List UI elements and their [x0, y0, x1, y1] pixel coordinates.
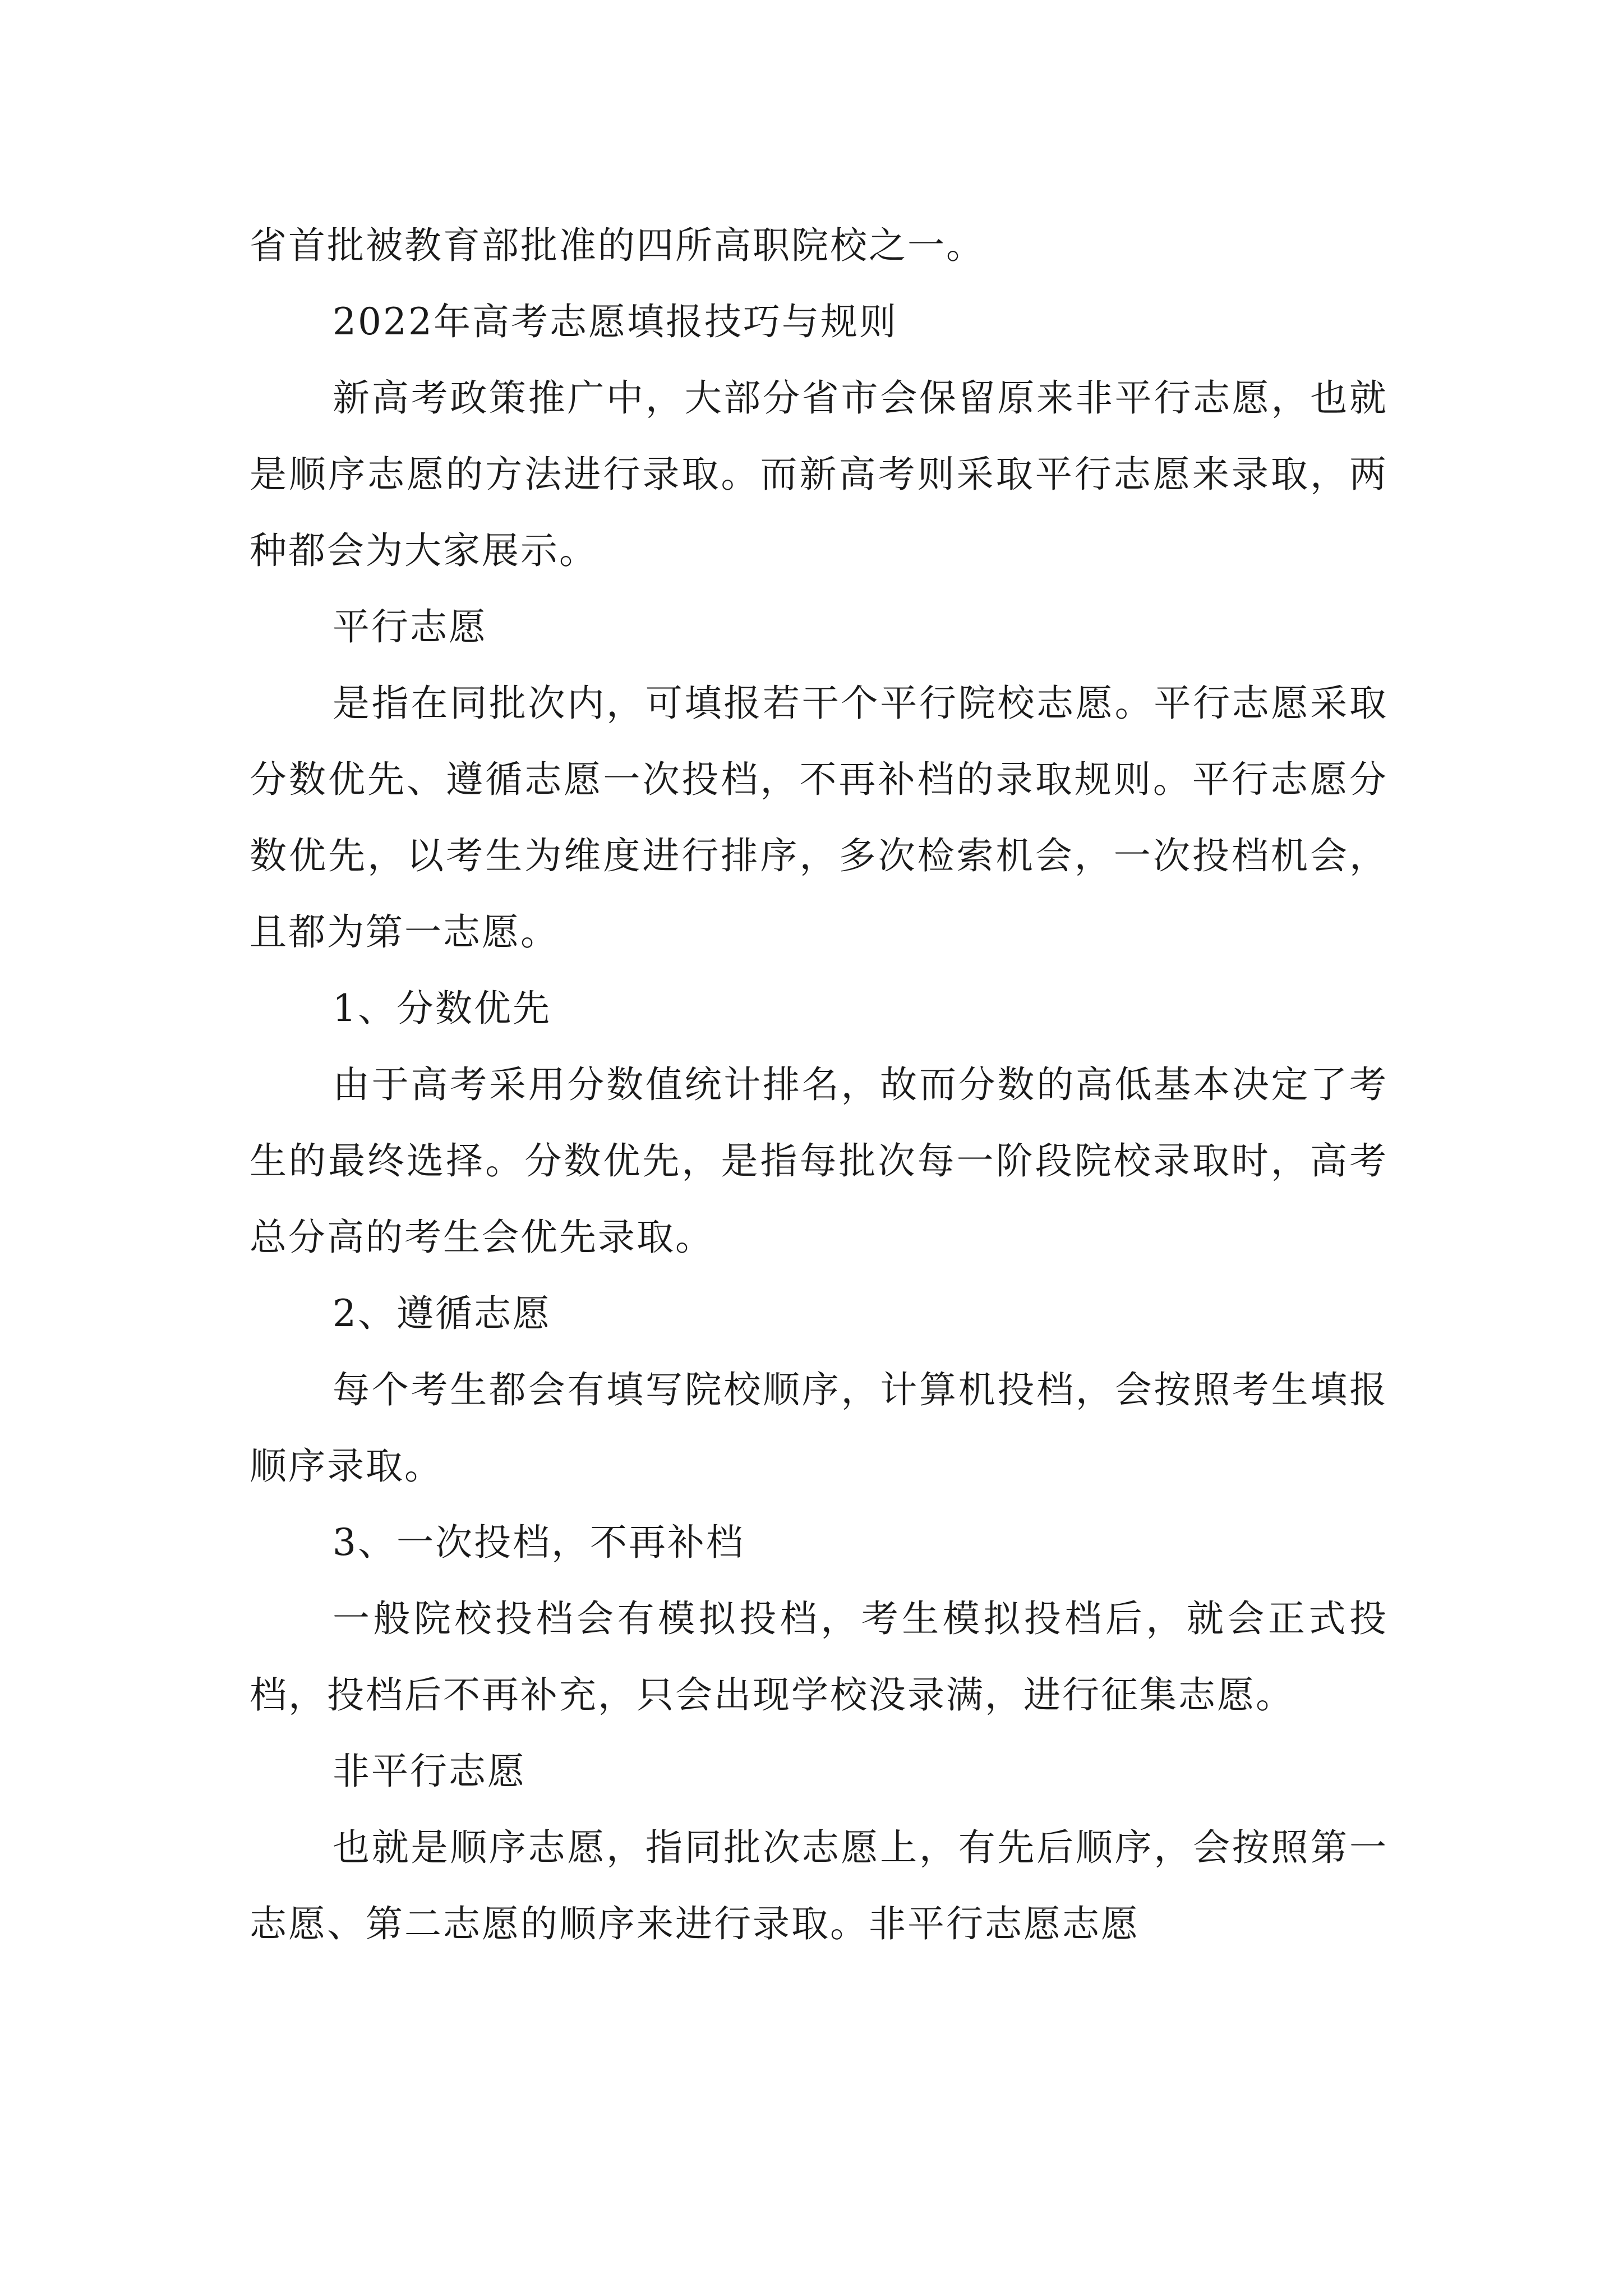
- heading-parallel-volunteer: 平行志愿: [333, 605, 487, 648]
- heading-single-submission: 3、一次投档，不再补档: [333, 1521, 745, 1564]
- document-body: [250, 208, 1388, 1962]
- paragraph-intro: 新高考政策推广中，大部分省市会保留原来非平行志愿，也就是顺序志愿的方法进行录取。而新高考则采取平行志愿来录取，两种都会为大家展示。: [250, 376, 1388, 572]
- paragraph-score-priority: 由于高考采用分数值统计排名，故而分数的高低基本决定了考生的最终选择。分数优先，是指每批次每一阶段院校录取时，高考总分高的考生会优先录取。: [250, 1063, 1388, 1259]
- heading-follow-volunteer: 2、遵循志愿: [333, 1292, 551, 1335]
- paragraph-continuation: 省首批被教育部批准的四所高职院校之一。: [250, 224, 985, 267]
- heading-score-priority: 1、分数优先: [333, 987, 551, 1030]
- paragraph-parallel-definition: 是指在同批次内，可填报若干个平行院校志愿。平行志愿采取分数优先、遵循志愿一次投档，不再补档的录取规则。平行志愿分数优先，以考生为维度进行排序，多次检索机会，一次投档机会，且都为第一志愿。: [250, 682, 1388, 954]
- paragraph-follow-volunteer: 每个考生都会有填写院校顺序，计算机投档，会按照考生填报顺序录取。: [250, 1368, 1388, 1488]
- paragraph-non-parallel-definition: 也就是顺序志愿，指同批次志愿上，有先后顺序，会按照第一志愿、第二志愿的顺序来进行录取。非平行志愿志愿: [250, 1826, 1388, 1945]
- heading-non-parallel-volunteer: 非平行志愿: [333, 1750, 526, 1793]
- section-title: 2022年高考志愿填报技巧与规则: [333, 300, 898, 343]
- paragraph-single-submission: 一般院校投档会有模拟投档，考生模拟投档后，就会正式投档，投档后不再补充，只会出现学校没录满，进行征集志愿。: [250, 1597, 1388, 1717]
